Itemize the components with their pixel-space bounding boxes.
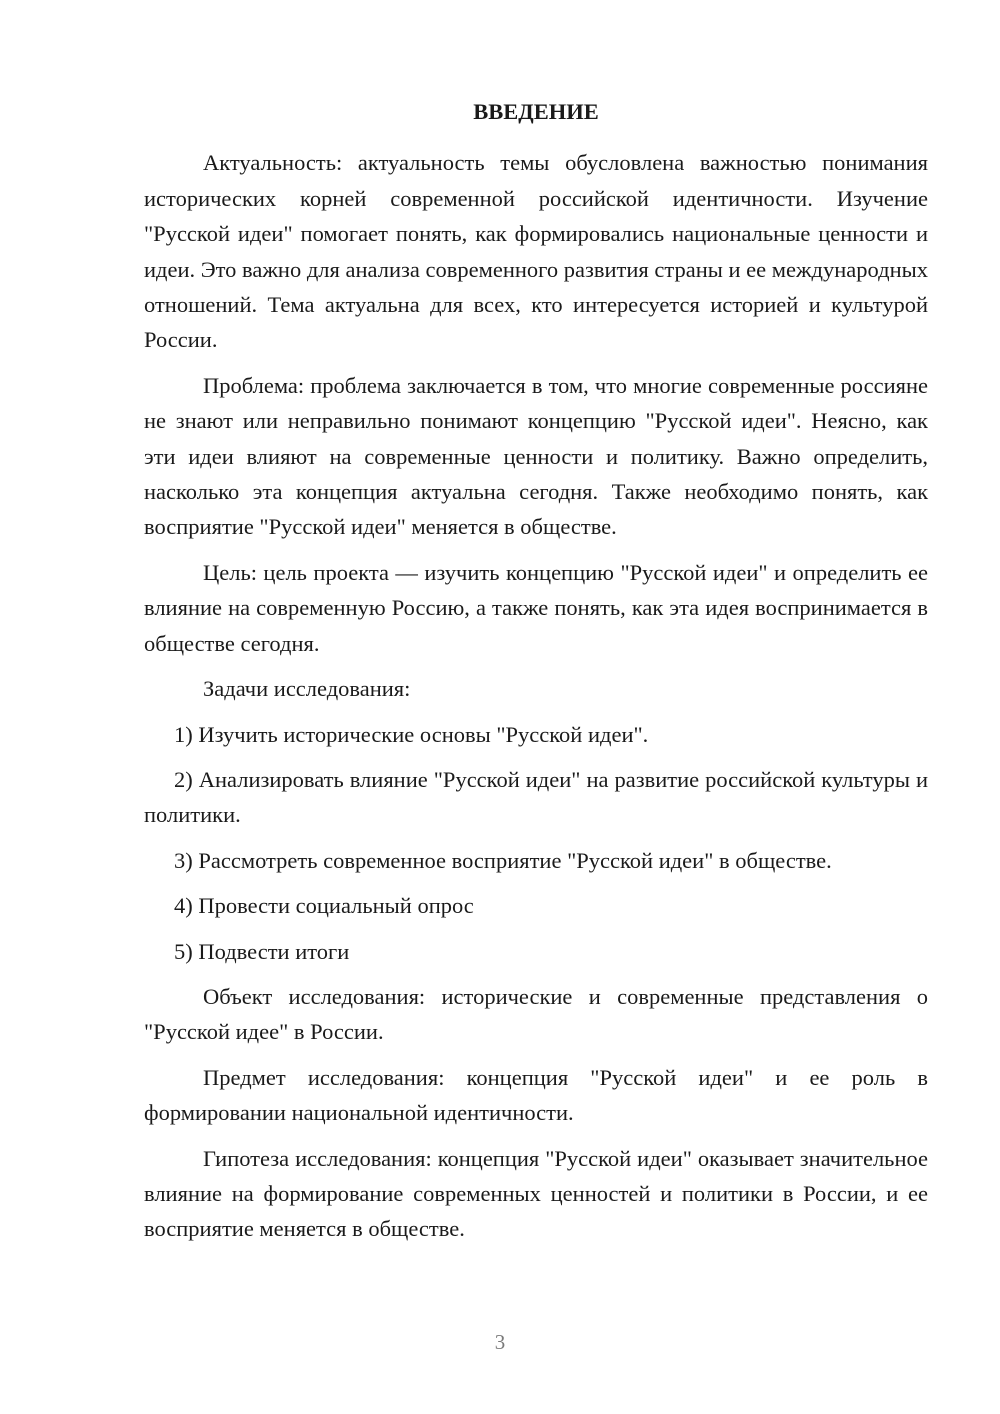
object-paragraph: Объект исследования: исторические и современные представления о "Русской идее" в России. bbox=[144, 983, 928, 1045]
task-item-4: 4) Провести социальный опрос bbox=[174, 893, 474, 919]
page-number: 3 bbox=[494, 1330, 506, 1354]
task-item-2: 2) Анализировать влияние "Русской идеи" на развитие российской культуры и политики. bbox=[144, 766, 928, 828]
document-body bbox=[144, 94, 928, 1257]
problem-paragraph: Проблема: проблема заключается в том, что многие современные россияне не знают или неправильно понимают концепцию "Русской идеи". Неясно, как эти идеи влияют на современные ценности и политику. Важно определить, насколько эта концепция актуальна сегодня. Также необходимо понять, как восприятие "Русской идеи" меняется в обществе. bbox=[144, 372, 928, 540]
section-title: ВВЕДЕНИЕ bbox=[473, 99, 599, 124]
task-item-1: 1) Изучить исторические основы "Русской идеи". bbox=[174, 721, 649, 747]
relevance-paragraph: Актуальность: актуальность темы обусловлена важностью понимания исторических корней современной российской идентичности. Изучение "Русской идеи" помогает понять, как формировались национальные ценности и идеи. Это важно для анализа современного развития страны и ее международных отношений. Тема актуальна для всех, кто интересуется историей и культурой России. bbox=[144, 150, 928, 353]
subject-paragraph: Предмет исследования: концепция "Русской идеи" и ее роль в формировании национальной идентичности. bbox=[144, 1064, 928, 1126]
goal-paragraph: Цель: цель проекта — изучить концепцию "Русской идеи" и определить ее влияние на современную Россию, а также понять, как эта идея воспринимается в обществе сегодня. bbox=[144, 559, 928, 656]
task-item-3: 3) Рассмотреть современное восприятие "Русской идеи" в обществе. bbox=[174, 847, 832, 873]
task-item-5: 5) Подвести итоги bbox=[174, 938, 350, 964]
tasks-heading: Задачи исследования: bbox=[203, 676, 411, 702]
hypothesis-paragraph: Гипотеза исследования: концепция "Русской идеи" оказывает значительное влияние на формирование современных ценностей и политики в России, и ее восприятие меняется в обществе. bbox=[144, 1145, 928, 1242]
